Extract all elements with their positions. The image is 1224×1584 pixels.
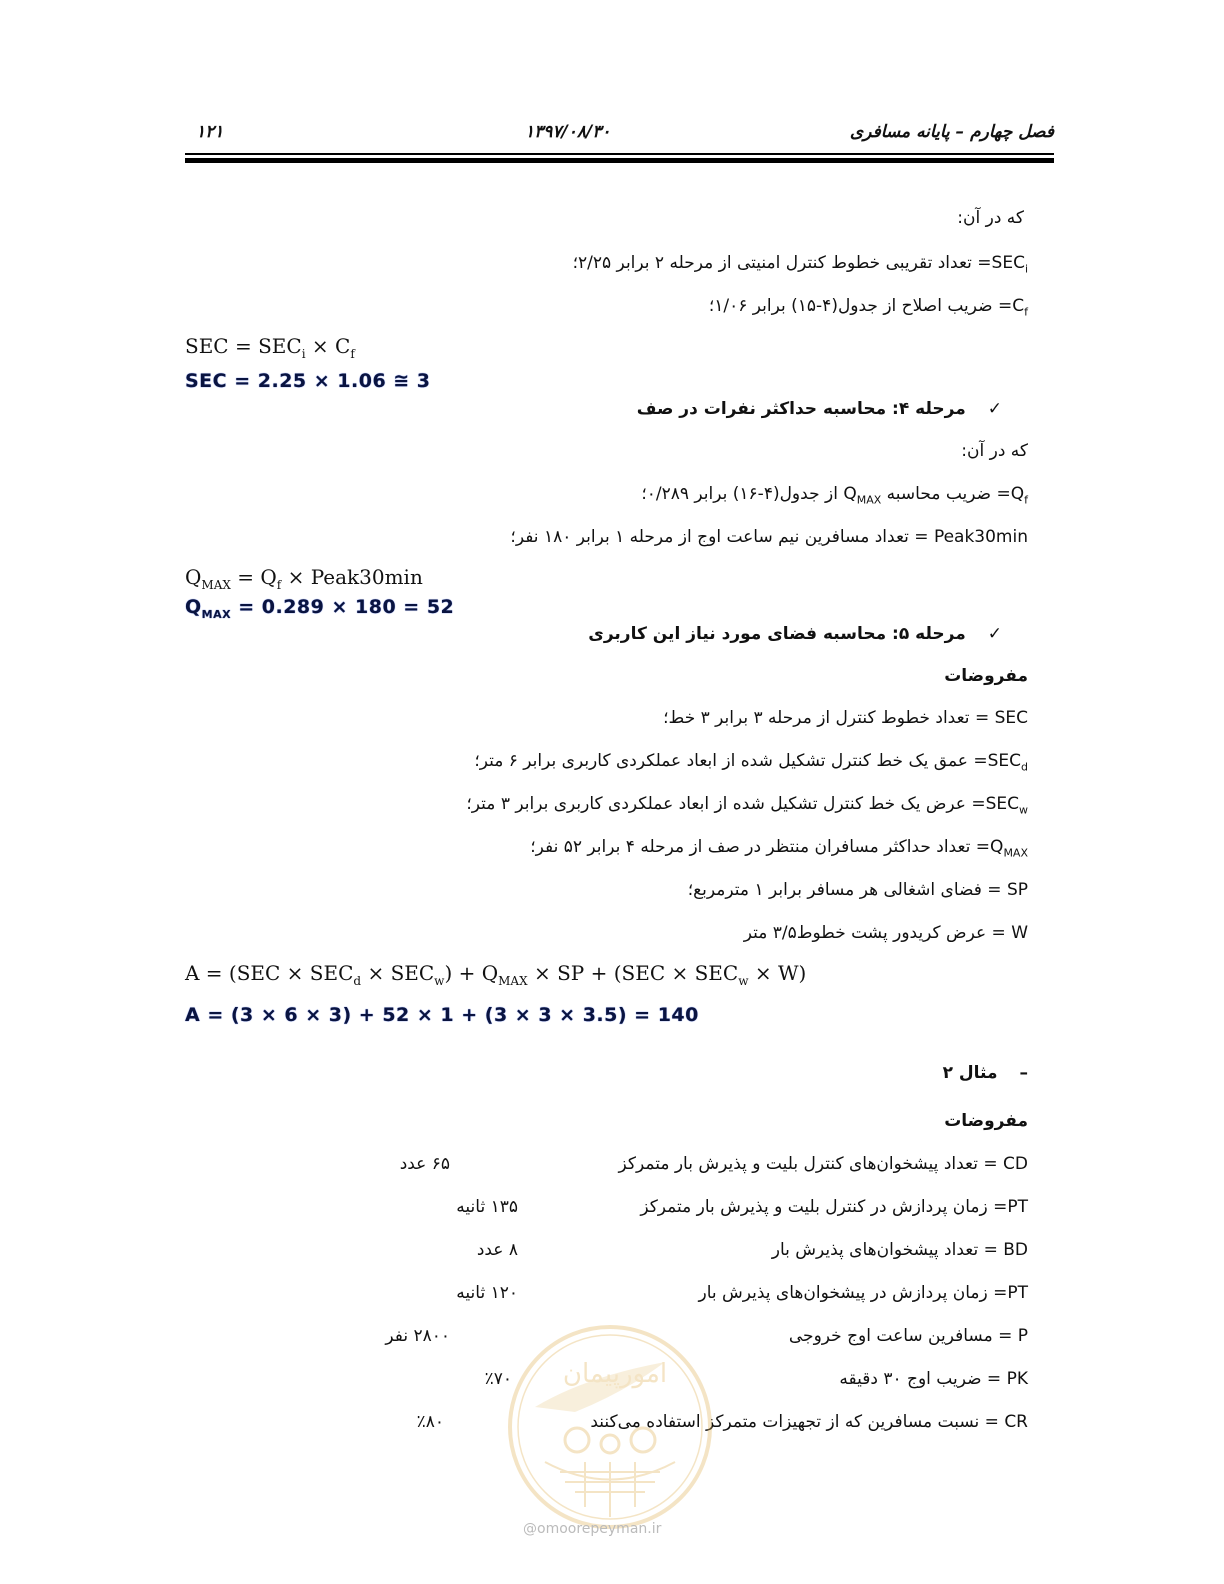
assumption-text: = ضریب اوج ۳۰ دقیقه [839, 1369, 1007, 1389]
definition-peak30min: Peak30min = تعداد مسافرین نیم ساعت اوج از مرحله ۱ برابر ۱۸۰ نفر؛ [510, 527, 1028, 547]
assumption-text: = تعداد پیشخوان‌های پذیرش بار [771, 1240, 1004, 1260]
checkmark-icon: ✓ [987, 624, 1002, 644]
assumption-variable: PT [1007, 1283, 1028, 1303]
header-rule-thick [185, 158, 1054, 163]
formula-sec: SEC = $SEC_i \times C_f$ [185, 334, 355, 361]
definition-qmax: $Q_{MAX}=$ تعداد حداکثر مسافران منتظر در صف از مرحله ۴ برابر ۵۲ نفر؛ [530, 837, 1028, 860]
example2-heading: –مثال ۲ [942, 1063, 1028, 1083]
definition-qf: $Q_f=$ ضریب محاسبه $Q_{MAX}$ از جدول(۴-۱۶) برابر ۰/۲۸۹؛ [641, 484, 1028, 507]
formula-qmax: $Q_{MAX} = Q_f$ × Peak30min [185, 565, 423, 592]
header-date: ۱۳۹۷/۰۸/۳۰ [525, 122, 611, 142]
assumption-value: ۸ عدد [476, 1240, 518, 1260]
assumption-value: ٪۸۰ [416, 1412, 444, 1432]
assumption-row [619, 1154, 1028, 1174]
assumption-row [772, 1240, 1028, 1260]
page-number: ۱۲۱ [196, 122, 224, 142]
result-sec: SEC = 2.25 × 1.06 ≅ 3 [185, 370, 431, 392]
checkmark-icon: ✓ [987, 399, 1002, 419]
assumption-row [839, 1369, 1028, 1389]
watermark-text: امورپیمان [562, 1359, 668, 1389]
definition-secw: $SEC_w=$ عرض یک خط کنترل تشکیل شده از ابعاد عملکردی کاربری برابر ۳ متر؛ [466, 794, 1028, 817]
watermark-logo-icon [505, 1322, 715, 1532]
formula-area: $A = (SEC \times SEC_d \times SEC_w) + Q_{MAX}$ × SP + $(SEC \times SEC_w \times W)$ [185, 961, 807, 988]
definition-secd: $SEC_d=$ عمق یک خط کنترل تشکیل شده از ابعاد عملکردی کاربری برابر ۶ متر؛ [474, 751, 1028, 774]
definition-cf: $C_f=$ ضریب اصلاح از جدول(۴-۱۵) برابر ۱/۰۶؛ [708, 296, 1028, 319]
assumption-row [640, 1197, 1028, 1217]
assumptions-heading: مفروضات [944, 666, 1028, 686]
assumption-value: ٪۷۰ [484, 1369, 512, 1389]
step5-heading: ✓مرحله ۵: محاسبه فضای مورد نیاز این کاربری [588, 624, 1002, 644]
assumption-text: = مسافرین ساعت اوج خروجی [788, 1326, 1018, 1346]
assumption-text: = زمان پردازش در کنترل بلیت و پذیرش بار متمرکز [640, 1197, 1008, 1217]
example2-assumptions: مفروضات [944, 1111, 1028, 1131]
assumption-row [698, 1283, 1028, 1303]
definition-sec: SEC = تعداد خطوط کنترل از مرحله ۳ برابر ۳ خط؛ [663, 708, 1028, 728]
var-cf: $C_f$ [1012, 296, 1028, 319]
assumption-value: ۱۳۵ ثانیه [456, 1197, 518, 1217]
definition-seci: $SEC_i=$ تعداد تقریبی خطوط کنترل امنیتی از مرحله ۲ برابر ۲/۲۵؛ [572, 253, 1028, 276]
chapter-title: فصل چهارم – پایانه مسافری [849, 122, 1054, 142]
where-label: که در آن: [957, 208, 1024, 228]
assumption-value: ۶۵ عدد [399, 1154, 450, 1174]
assumption-text: = نسبت مسافرین که از تجهیزات متمرکز استفاده می‌کنند [590, 1412, 1005, 1432]
where-label-2: که در آن: [961, 441, 1028, 461]
watermark-site: @omoorepeyman.ir [523, 1521, 662, 1537]
assumption-value: ۲۸۰۰ نفر [385, 1326, 450, 1346]
assumption-value: ۱۲۰ ثانیه [456, 1283, 518, 1303]
assumption-text: = تعداد پیشخوان‌های کنترل بلیت و پذیرش بار متمرکز [618, 1154, 1004, 1174]
assumption-variable: PT [1007, 1197, 1028, 1217]
assumption-variable: CR [1004, 1412, 1028, 1432]
step4-heading: ✓مرحله ۴: محاسبه حداکثر نفرات در صف [636, 399, 1002, 419]
definition-w: W = عرض کریدور پشت خطوط۳/۵ متر [743, 923, 1028, 943]
assumption-variable: CD [1003, 1154, 1028, 1174]
assumption-variable: BD [1003, 1240, 1028, 1260]
header-rule-thin [185, 153, 1054, 155]
result-qmax: $Q_{MAX} = 0.289 \times 180 = 52$ [185, 596, 455, 621]
result-area: A = (3 × 6 × 3) + 52 × 1 + (3 × 3 × 3.5) = 140 [185, 1004, 699, 1026]
assumption-variable: P [1017, 1326, 1028, 1346]
definition-sp: SP = فضای اشغالی هر مسافر برابر ۱ مترمربع؛ [687, 880, 1028, 900]
assumption-text: = زمان پردازش در پیشخوان‌های پذیرش بار [698, 1283, 1008, 1303]
assumption-variable: PK [1006, 1369, 1028, 1389]
assumption-row [789, 1326, 1028, 1346]
var-seci: $SEC_i$ [991, 253, 1028, 276]
